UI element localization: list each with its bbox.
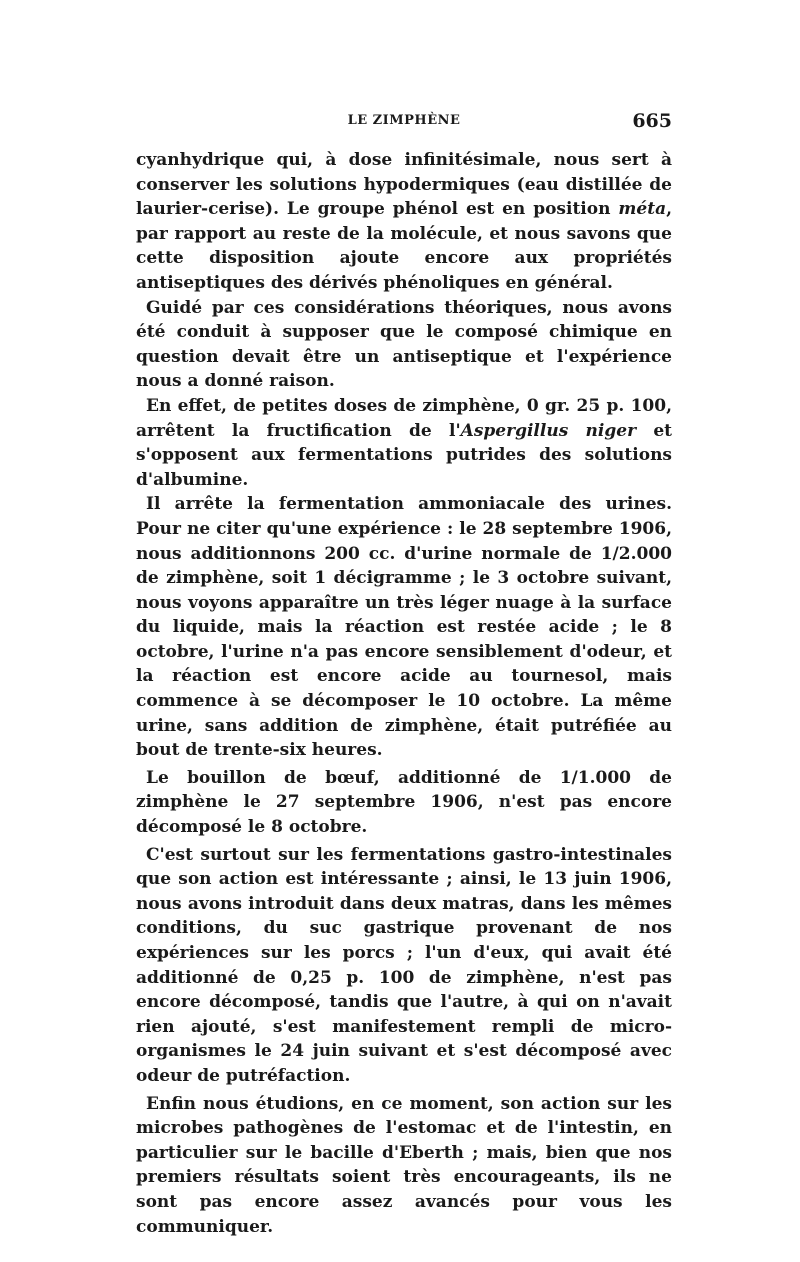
- running-title: LE ZIMPHÈNE: [347, 113, 461, 128]
- paragraph: Guidé par ces considérations théoriques, nous avons été conduit à supposer que le composé chimique en question devait être un antiseptique et l'expérience nous a donné raison.: [136, 297, 672, 392]
- italic-term: Aspergillus niger: [460, 420, 637, 441]
- paragraph: C'est surtout sur les fermentations gastro-intestinales que son action est intéressante ; ainsi, le 13 juin 1906, nous avons introduit dans deux matras, dans les mêmes conditions, du suc gastrique provenant de nos expériences sur les porcs ; l'un d'eux, qui avait été additionné de 0,25 p. 100 de zimphène, n'est pas encore décomposé, tandis que l'autre, à qui on n'avait rien ajouté, s'est manifestement rempli de micro-organismes le 24 juin suivant et s'est décomposé avec odeur de putréfaction.: [136, 844, 672, 1086]
- page-number: 665: [632, 110, 672, 132]
- running-header: [136, 110, 672, 135]
- paragraph: Le bouillon de bœuf, additionné de 1/1.000 de zimphène le 27 septembre 1906, n'est pas encore décomposé le 8 octobre.: [136, 767, 672, 838]
- paragraph: Il arrête la fermentation ammoniacale des urines. Pour ne citer qu'une expérience : le 28 septembre 1906, nous additionnons 200 cc. d'urine normale de 1/2.000 de zimphène, soit 1 décigramme ; le 3 octobre suivant, nous voyons apparaître un très léger nuage à la surface du liquide, mais la réaction est restée acide ; le 8 octobre, l'urine n'a pas encore sensiblement d'odeur, et la réaction est encore acide au tournesol, mais commence à se décomposer le 10 octobre. La même urine, sans addition de zimphène, était putréfiée au bout de trente-six heures.: [136, 494, 672, 761]
- paragraph: cyanhydrique qui, à dose infinitésimale, nous sert à conserver les solutions hypodermiques (eau distillée de laurier-cerise). Le groupe phénol est en position méta, par rapport au reste de la molécule, et nous savons que cette disposition ajoute encore aux propriétés antiseptiques des dérivés phénoliques en général.: [136, 150, 672, 293]
- italic-term: méta: [618, 199, 667, 220]
- paragraph: En effet, de petites doses de zimphène, 0 gr. 25 p. 100, arrêtent la fructification de l'Aspergillus niger et s'opposent aux fermentations putrides des solutions d'albumine.: [136, 395, 673, 490]
- paragraph: Enfin nous étudions, en ce moment, son action sur les microbes pathogènes de l'estomac et de l'intestin, en particulier sur le bacille d'Eberth ; mais, bien que nos premiers résultats soient très encourageants, ils ne sont pas encore assez avancés pour vous les communiquer.: [136, 1093, 672, 1237]
- body-text: [136, 148, 672, 1239]
